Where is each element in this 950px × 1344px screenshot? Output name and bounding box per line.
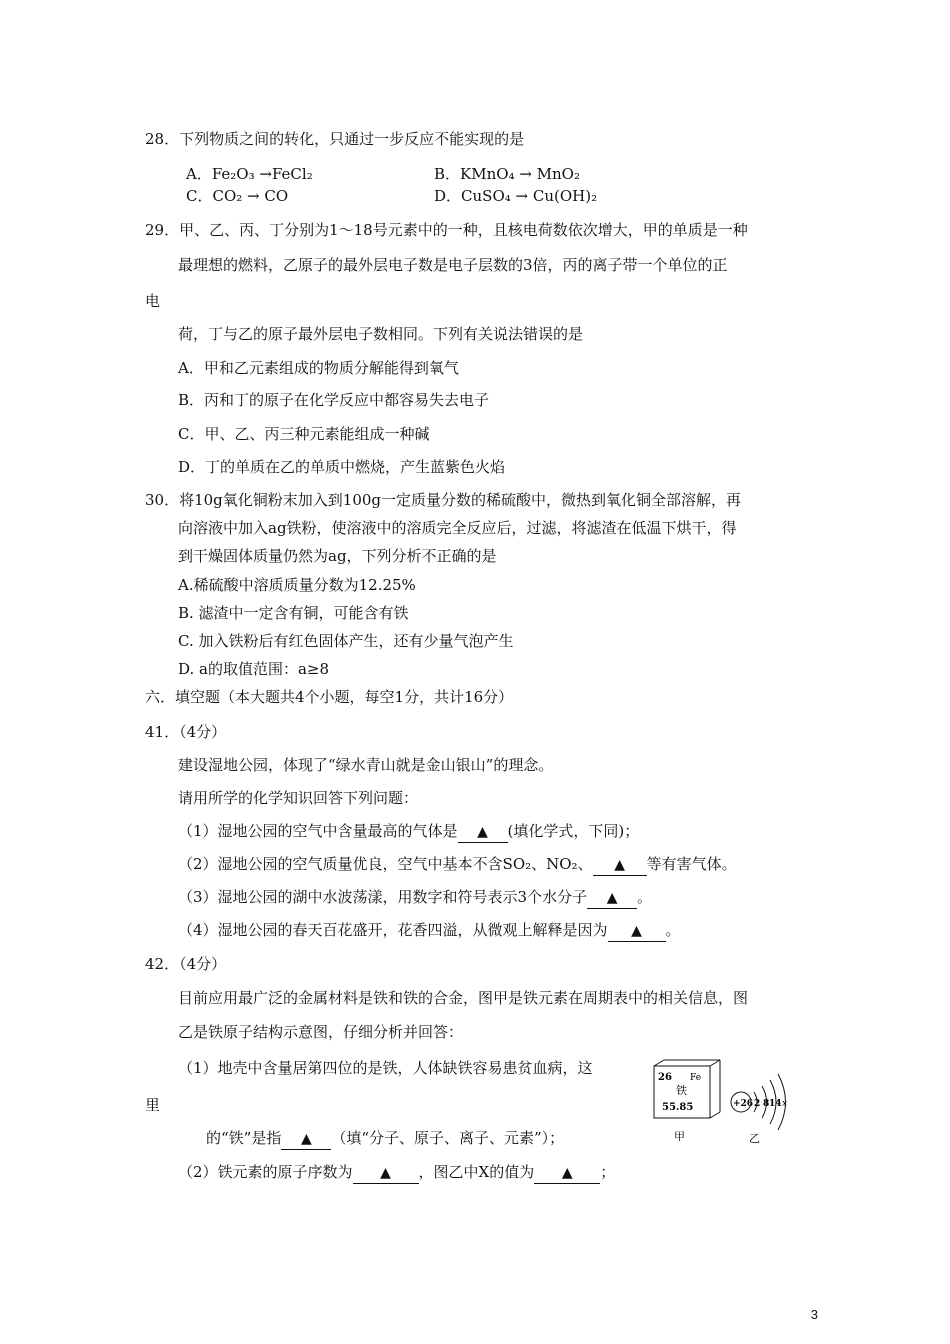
q28-option-a: A．Fe₂O₃ →FeCl₂ (186, 165, 313, 183)
label-jia: 甲 (674, 1130, 685, 1143)
nucleus-charge: +26 (733, 1099, 754, 1109)
section-6-heading: 六．填空题（本大题共4个小题，每空1分，共计16分） (145, 688, 514, 706)
q41-head: 41．（4分） (145, 723, 227, 741)
triangle-icon: ▲ (606, 890, 618, 906)
q30-line-3: 到干燥固体质量仍然为ag，下列分析不正确的是 (178, 547, 497, 565)
q41-part-1-text: （1）湿地公园的空气中含量最高的气体是 (178, 822, 458, 840)
q41-part-1 (178, 821, 639, 843)
q30-option-d: D. a的取值范围：a≥8 (178, 660, 330, 678)
q41-part-3 (178, 887, 652, 909)
q29-option-a: A．甲和乙元素组成的物质分解能得到氧气 (178, 359, 459, 377)
element-name: 铁 (676, 1084, 687, 1097)
answer-blank[interactable] (353, 1162, 419, 1184)
q42-part-1-cont (206, 1128, 564, 1150)
q41-intro-1: 建设湿地公园，体现了“绿水青山就是金山银山”的理念。 (178, 756, 554, 774)
triangle-icon: ▲ (380, 1165, 391, 1181)
q41-part-4 (178, 920, 681, 942)
triangle-icon: ▲ (631, 923, 642, 939)
triangle-icon: ▲ (477, 824, 488, 840)
q42-part-2-middle: ，图乙中X的值为 (418, 1163, 535, 1181)
answer-blank[interactable] (608, 920, 666, 942)
answer-blank[interactable] (458, 821, 508, 843)
answer-blank[interactable] (587, 887, 637, 909)
q42-part-1: （1）地壳中含量居第四位的是铁，人体缺铁容易患贫血病，这 (178, 1059, 593, 1077)
q28-stem: 28．下列物质之间的转化，只通过一步反应不能实现的是 (145, 130, 525, 148)
shell-4-count: x (782, 1099, 788, 1109)
q30-option-b: B. 滤渣中一定含有铜，可能含有铁 (178, 604, 409, 622)
q41-part-2-text: （2）湿地公园的空气质量优良，空气中基本不含SO₂、NO₂、 (178, 855, 593, 873)
answer-blank[interactable] (281, 1128, 331, 1150)
q42-part-1-cont-suffix: （填“分子、原子、离子、元素”）； (331, 1129, 565, 1147)
q29-option-b: B．丙和丁的原子在化学反应中都容易失去电子 (178, 391, 490, 409)
periodic-cell (654, 1060, 720, 1118)
answer-blank[interactable] (593, 854, 647, 876)
q42-head: 42．（4分） (145, 955, 227, 973)
atom-diagram (731, 1074, 787, 1130)
shell-3-count: 14 (769, 1099, 782, 1109)
q42-part-2 (178, 1162, 615, 1184)
q29-option-c: C．甲、乙、丙三种元素能组成一种碱 (178, 425, 430, 443)
q28-option-c: C．CO₂ → CO (186, 187, 289, 205)
q42-part-1-wrap: 里 (145, 1096, 161, 1114)
q30-option-a: A.稀硫酸中溶质质量分数为12.25% (178, 576, 416, 594)
q29-line-4: 荷，丁与乙的原子最外层电子数相同。下列有关说法错误的是 (178, 325, 584, 343)
shell-1-count: 2 (754, 1099, 761, 1109)
q28-option-d: D．CuSO₄ → Cu(OH)₂ (434, 187, 598, 205)
atomic-mass: 55.85 (662, 1102, 694, 1113)
q30-line-1: 30．将10g氧化铜粉末加入到100g一定质量分数的稀硫酸中，微热到氧化铜全部溶解，再 (145, 491, 742, 509)
q42-part-2-text: （2）铁元素的原子序数为 (178, 1163, 353, 1181)
triangle-icon: ▲ (561, 1165, 573, 1181)
q41-part-3-text: （3）湿地公园的湖中水波荡漾，用数字和符号表示3个水分子 (178, 888, 588, 906)
answer-blank[interactable] (534, 1162, 600, 1184)
q29-line-1: 29．甲、乙、丙、丁分别为1～18号元素中的一种，且核电荷数依次增大，甲的单质是一种 (145, 221, 748, 239)
q42-part-1-cont-text: 的“铁”是指 (206, 1129, 282, 1147)
q41-part-4-suffix: 。 (665, 921, 681, 939)
q41-part-2-suffix: 等有害气体。 (646, 855, 737, 873)
page-number: 3 (810, 1307, 818, 1322)
triangle-icon: ▲ (614, 857, 625, 873)
q29-line-3: 电 (145, 292, 161, 310)
atomic-number: 26 (658, 1072, 672, 1083)
q41-part-1-suffix: (填化学式，下同)； (507, 822, 640, 840)
q29-option-d: D．丁的单质在乙的单质中燃烧，产生蓝紫色火焰 (178, 458, 506, 476)
q41-part-3-suffix: 。 (637, 888, 653, 906)
q29-line-2: 最理想的燃料，乙原子的最外层电子数是电子层数的3倍，丙的离子带一个单位的正 (178, 256, 728, 274)
label-yi: 乙 (749, 1132, 760, 1145)
q42-intro-2: 乙是铁原子结构示意图，仔细分析并回答： (178, 1023, 464, 1041)
q30-option-c: C. 加入铁粉后有红色固体产生，还有少量气泡产生 (178, 632, 514, 650)
q28-option-b: B．KMnO₄ → MnO₂ (434, 165, 580, 183)
shell-2-count: 8 (763, 1099, 770, 1109)
triangle-icon: ▲ (300, 1131, 312, 1147)
q41-part-4-text: （4）湿地公园的春天百花盛开，花香四溢，从微观上解释是因为 (178, 921, 608, 939)
element-symbol: Fe (690, 1073, 702, 1083)
iron-figure (650, 1058, 800, 1148)
q41-intro-2: 请用所学的化学知识回答下列问题： (178, 789, 419, 807)
q41-part-2 (178, 854, 737, 876)
q42-intro-1: 目前应用最广泛的金属材料是铁和铁的合金，图甲是铁元素在周期表中的相关信息，图 (178, 989, 749, 1007)
q42-part-2-suffix: ； (600, 1163, 616, 1181)
q30-line-2: 向溶液中加入ag铁粉，使溶液中的溶质完全反应后，过滤，将滤渣在低温下烘干，得 (178, 519, 737, 537)
